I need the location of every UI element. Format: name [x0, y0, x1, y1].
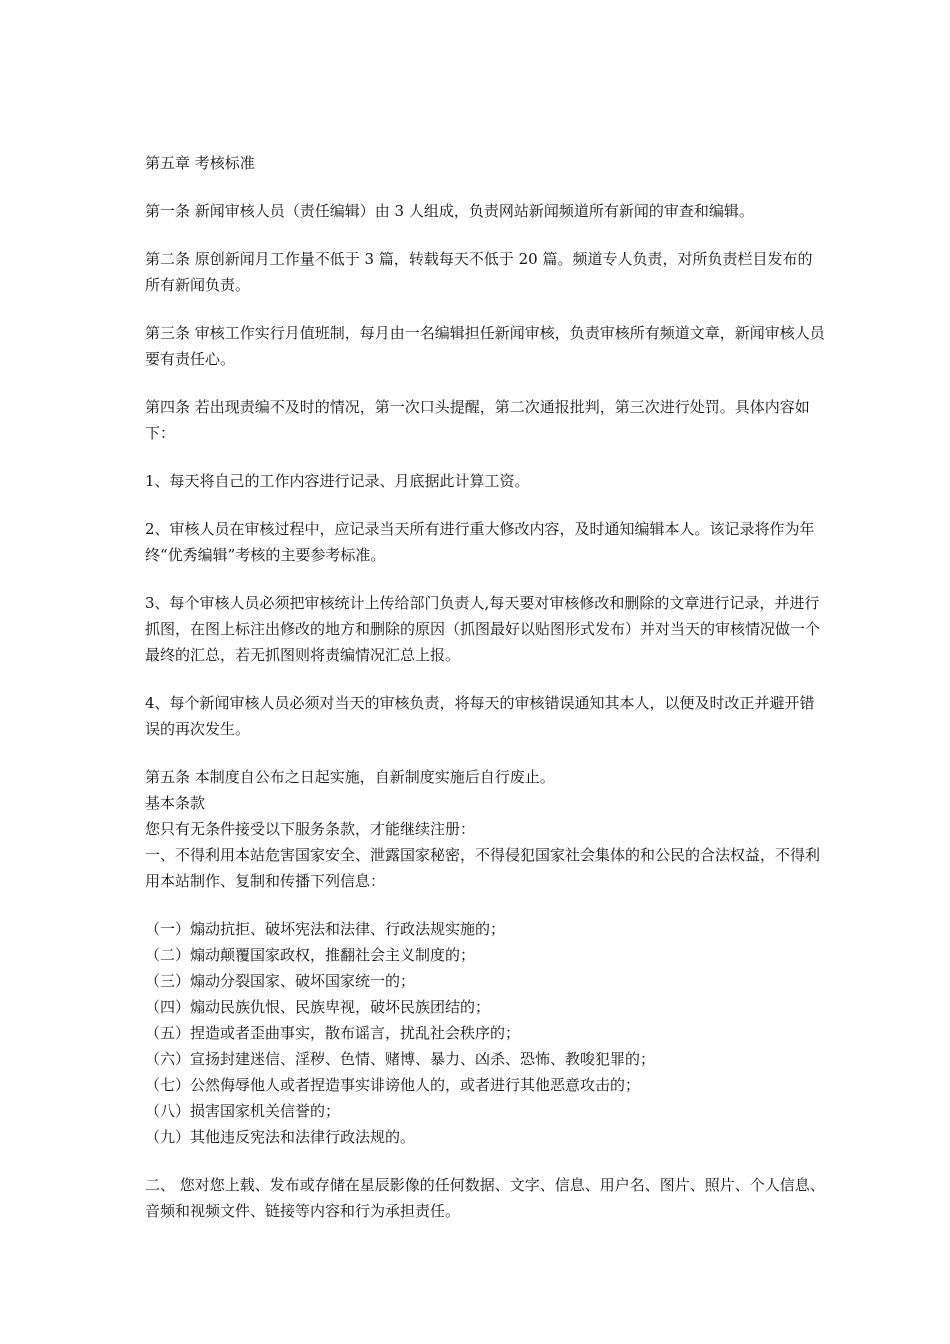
list-item: （六）宣扬封建迷信、淫秽、色情、赌博、暴力、凶杀、恐怖、教唆犯罪的； [145, 1050, 656, 1068]
terms-clause-2: 二、 您对您上载、发布或存储在星辰影像的任何数据、文字、信息、用户名、图片、照片、个人信息、音频和视频文件、链接等内容和行为承担责任。 [145, 1176, 825, 1220]
terms-heading: 基本条款 [145, 794, 206, 812]
document-body [145, 150, 825, 1246]
article-3: 第三条 审核工作实行月值班制，每月由一名编辑担任新闻审核，负责审核所有频道文章，新闻审核人员要有责任心。 [145, 324, 825, 368]
list-item: （五）捏造或者歪曲事实，散布谣言，扰乱社会秩序的； [145, 1024, 521, 1042]
chapter-title: 第五章 考核标准 [145, 154, 255, 172]
article-4: 第四条 若出现责编不及时的情况，第一次口头提醒，第二次通报批判，第三次进行处罚。具体内容如下： [145, 398, 810, 442]
article-5: 第五条 本制度自公布之日起实施，自新制度实施后自行废止。 [145, 768, 555, 786]
list-item-1: 1、每天将自己的工作内容进行记录、月底据此计算工资。 [145, 472, 530, 490]
list-item: （四）煽动民族仇恨、民族卑视，破坏民族团结的； [145, 998, 491, 1016]
list-item: （九）其他违反宪法和法律行政法规的。 [145, 1128, 416, 1146]
list-item: （八）损害国家机关信誉的； [145, 1102, 341, 1120]
article-1: 第一条 新闻审核人员（责任编辑）由 3 人组成，负责网站新闻频道所有新闻的审查和编辑。 [145, 202, 754, 220]
list-item-3: 3、每个审核人员必须把审核统计上传给部门负责人,每天要对审核修改和删除的文章进行记录，并进行抓图，在图上标注出修改的地方和删除的原因（抓图最好以贴图形式发布）并对当天的审核情况做一个最终的汇总，若无抓图则将责编情况汇总上报。 [145, 594, 821, 664]
list-item: （七）公然侮辱他人或者捏造事实诽谤他人的，或者进行其他恶意攻击的； [145, 1076, 641, 1094]
terms-clause-1: 一、不得利用本站危害国家安全、泄露国家秘密，不得侵犯国家社会集体的和公民的合法权益，不得利用本站制作、复制和传播下列信息： [145, 846, 821, 890]
list-item-2: 2、审核人员在审核过程中，应记录当天所有进行重大修改内容，及时通知编辑本人。该记录将作为年终“优秀编辑”考核的主要参考标准。 [145, 520, 815, 564]
list-item: （三）煽动分裂国家、破坏国家统一的； [145, 972, 416, 990]
list-item: （二）煽动颠覆国家政权，推翻社会主义制度的； [145, 946, 476, 964]
article-2: 第二条 原创新闻月工作量不低于 3 篇，转载每天不低于 20 篇。频道专人负责，对所负责栏目发布的所有新闻负责。 [145, 250, 813, 294]
prohibited-list [145, 916, 825, 1150]
list-item-4: 4、每个新闻审核人员必须对当天的审核负责，将每天的审核错误通知其本人，以便及时改正并避开错误的再次发生。 [145, 694, 815, 738]
terms-intro: 您只有无条件接受以下服务条款，才能继续注册： [145, 820, 476, 838]
list-item: （一）煽动抗拒、破坏宪法和法律、行政法规实施的； [145, 920, 506, 938]
